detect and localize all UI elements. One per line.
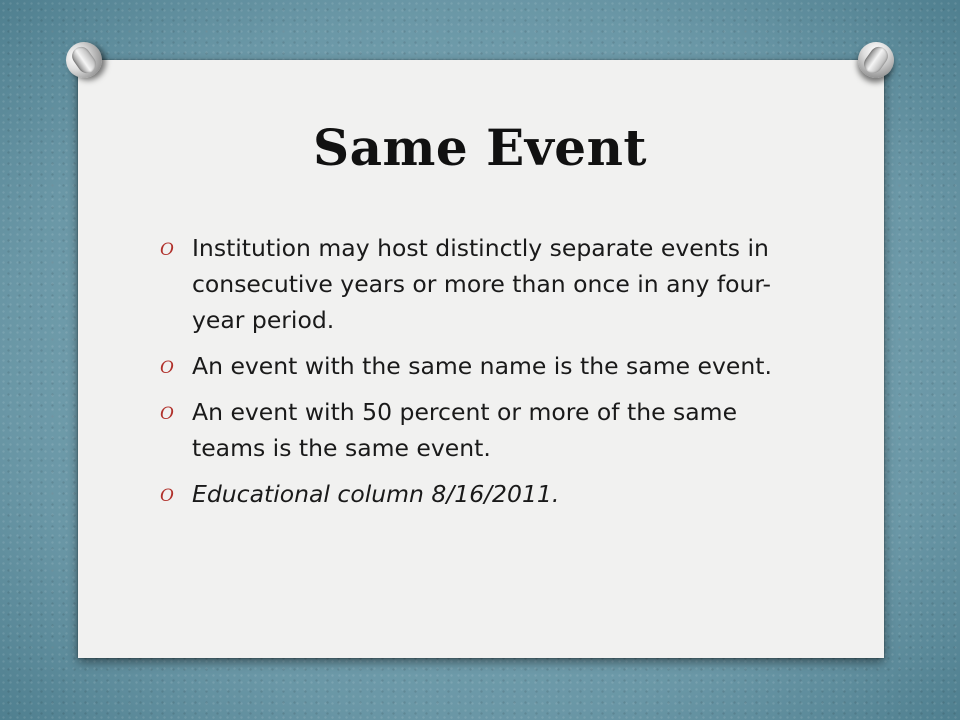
slide-title: Same Event xyxy=(312,118,648,177)
bullet-marker-icon: O xyxy=(160,240,174,260)
bullet-text: Educational column 8/16/2011. xyxy=(192,480,560,508)
bullet-text: An event with 50 percent or more of the same teams is the same event. xyxy=(192,398,738,462)
bullet-item xyxy=(160,348,800,384)
bullet-text: Institution may host distinctly separate events in consecutive years or more than once in any four-year period. xyxy=(192,234,772,334)
bullet-marker-icon: O xyxy=(160,358,174,378)
bullet-text: An event with the same name is the same event. xyxy=(192,352,772,380)
bullet-item xyxy=(160,230,800,338)
bullet-item xyxy=(160,476,800,512)
bullet-marker-icon: O xyxy=(160,486,174,506)
bullet-marker-icon: O xyxy=(160,404,174,424)
bullet-item xyxy=(160,394,800,466)
bullet-list xyxy=(160,230,800,522)
